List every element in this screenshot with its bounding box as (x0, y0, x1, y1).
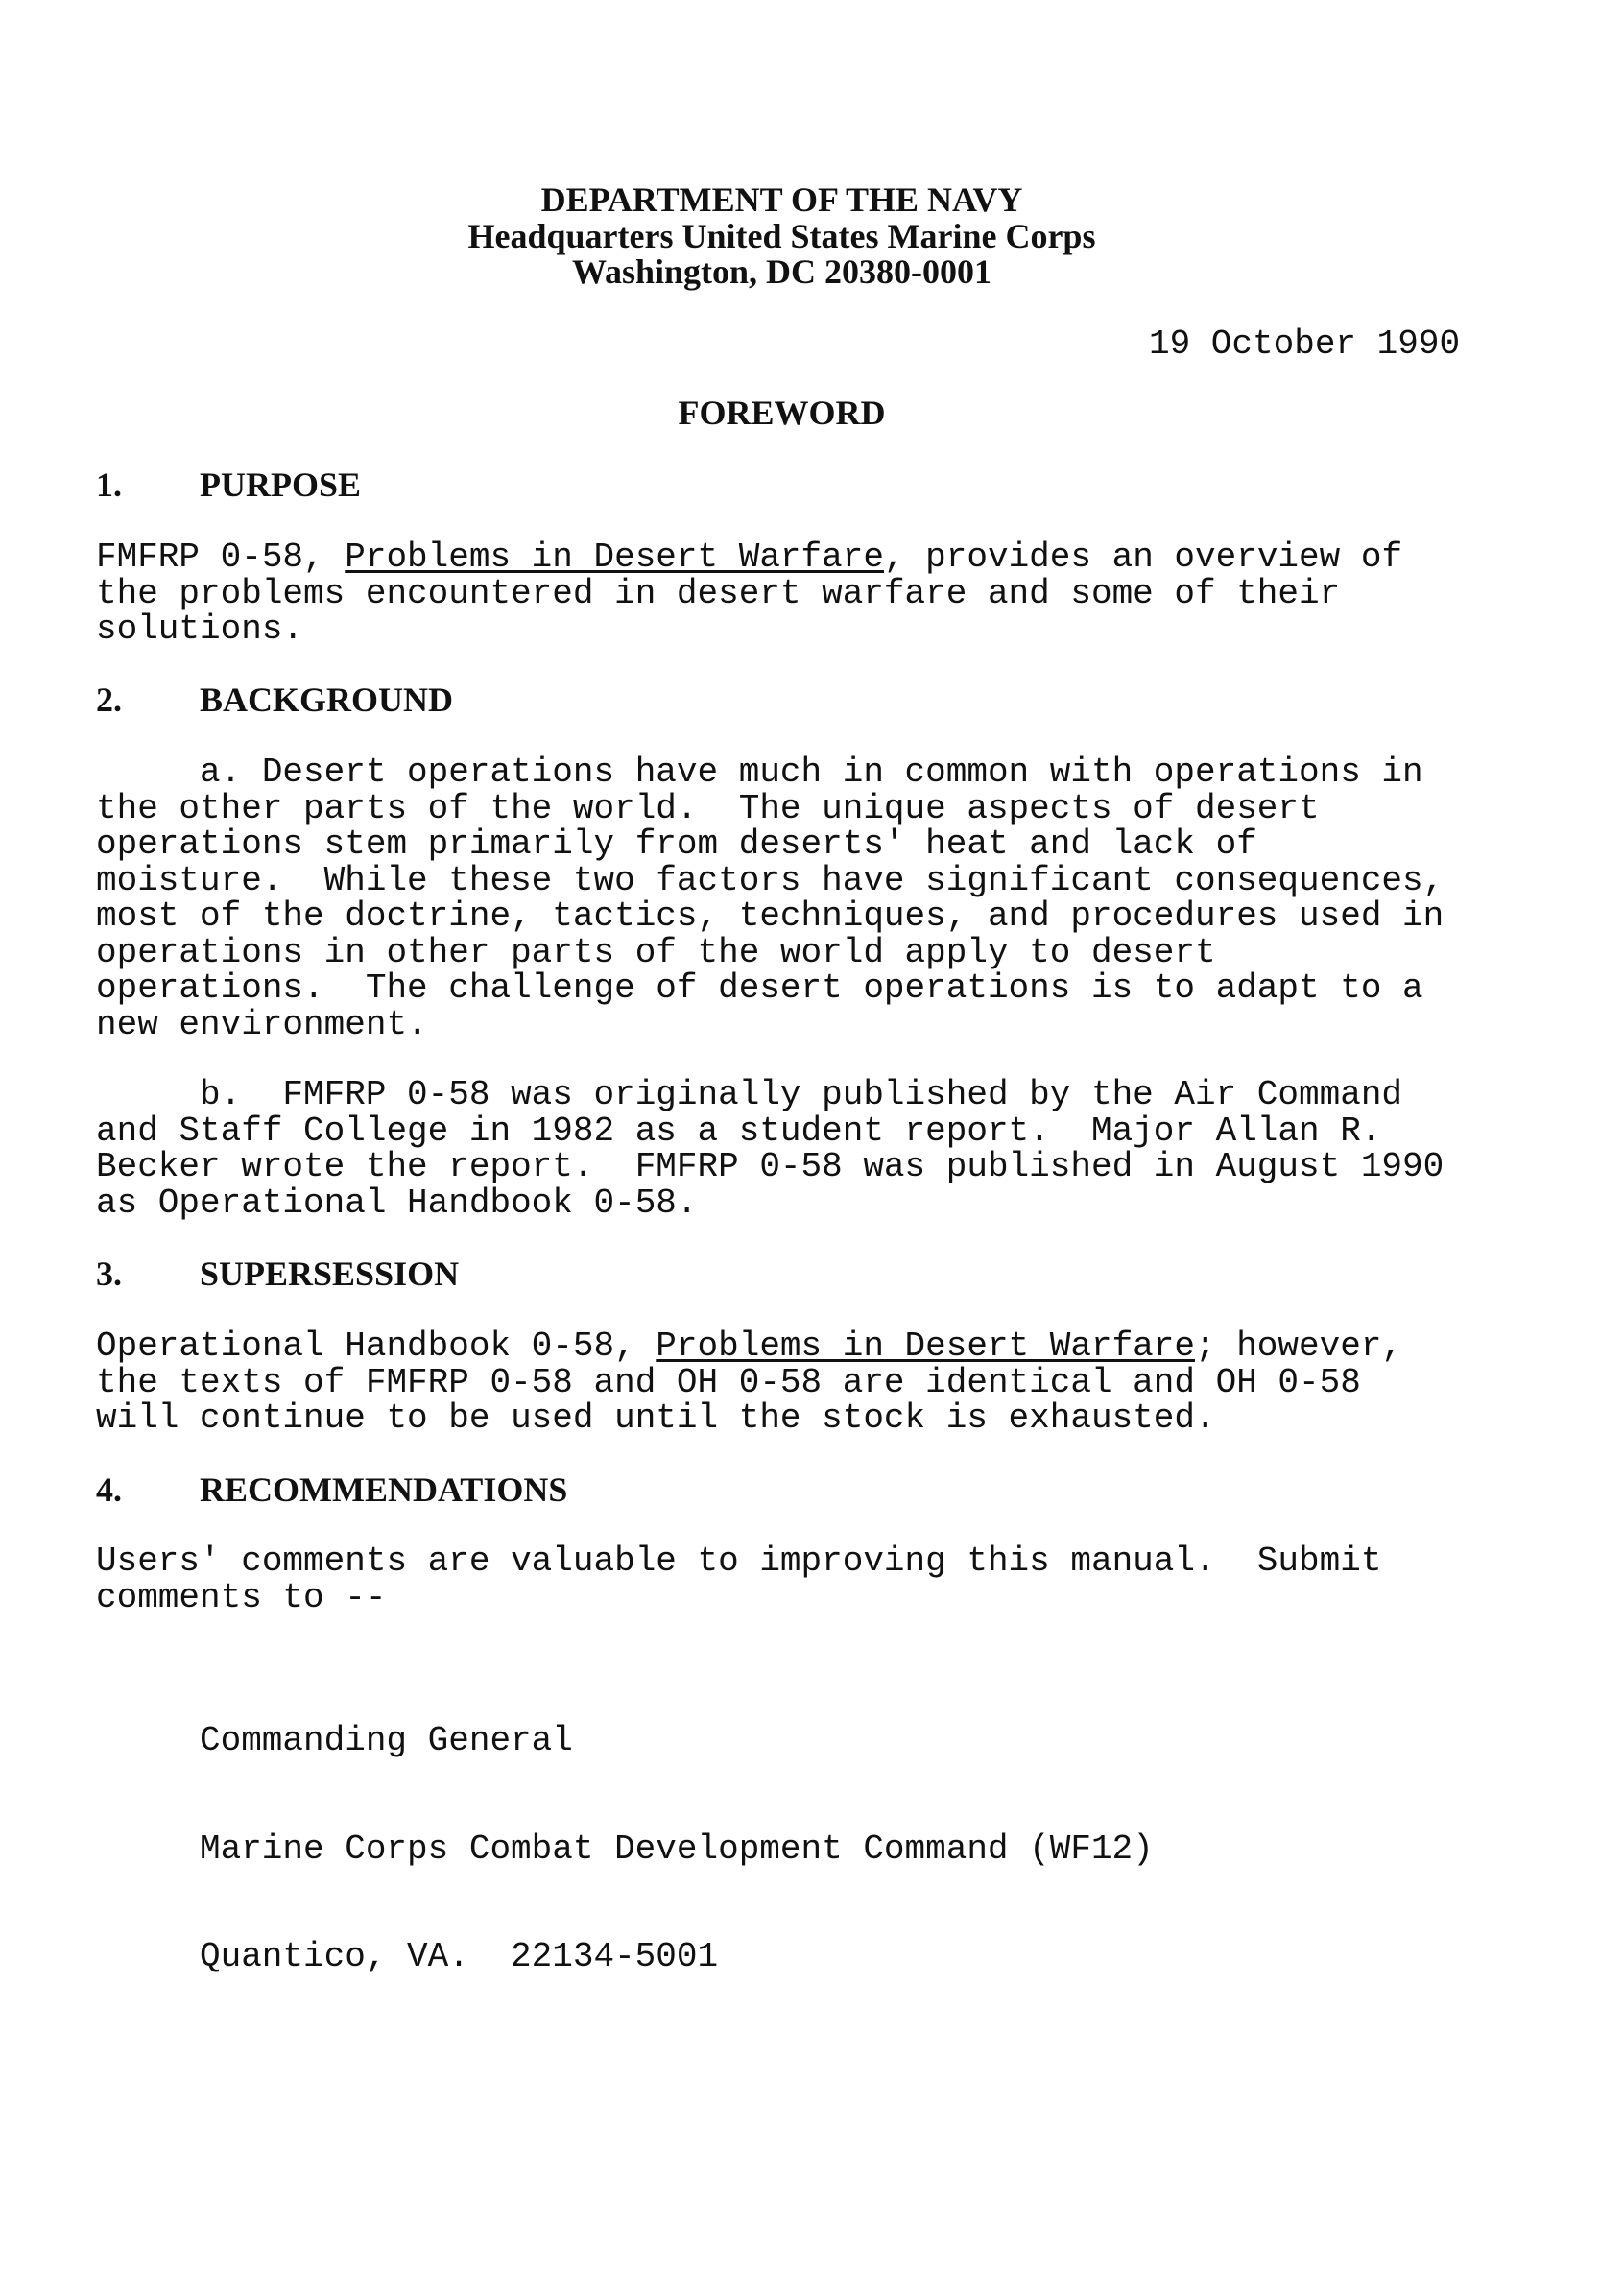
document-date: 19 October 1990 (1149, 324, 1461, 364)
supersession-prefix: Operational Handbook 0-58, (96, 1326, 657, 1366)
purpose-paragraph (96, 539, 1478, 648)
section-heading-purpose: PURPOSE (200, 466, 362, 504)
page-title: FOREWORD (678, 394, 886, 432)
section-heading-supersession: SUPERSESSION (200, 1255, 460, 1293)
section-number-purpose: 1. (96, 466, 122, 504)
letterhead-address: Washington, DC 20380-0001 (571, 252, 992, 291)
address-recipient: Commanding General (200, 1721, 573, 1760)
supersession-paragraph (96, 1328, 1478, 1437)
supersession-suffix: ; however, the texts of FMFRP 0-58 and OH 0-58 are identical and OH 0-58 will continue to be used until the stock is exhausted. (96, 1326, 1403, 1438)
section-number-recommendations: 4. (96, 1470, 122, 1509)
background-paragraph-b: b. FMFRP 0-58 was originally published by the Air Command and Staff College in 1982 as a student report. Major Allan R. Becker wrote the report. FMFRP 0-58 was published in August 1990 as Operational Handbook 0-58. (96, 1075, 1445, 1223)
section-number-supersession: 3. (96, 1255, 122, 1293)
recommendations-paragraph: Users' comments are valuable to improving this manual. Submit comments to -- (96, 1541, 1382, 1617)
purpose-prefix: FMFRP 0-58, (96, 538, 346, 577)
section-heading-recommendations: RECOMMENDATIONS (200, 1470, 568, 1509)
supersession-publication-title: Problems in Desert Warfare (656, 1326, 1195, 1366)
mailing-address (200, 1651, 1447, 2047)
letterhead-headquarters: Headquarters United States Marine Corps (467, 217, 1096, 255)
purpose-suffix: , provides an overview of the problems encountered in desert warfare and some of their solutions. (96, 538, 1403, 649)
address-city-zip: Quantico, VA. 22134-5001 (200, 1937, 719, 1976)
letterhead-department: DEPARTMENT OF THE NAVY (540, 180, 1023, 219)
section-heading-background: BACKGROUND (200, 681, 454, 719)
background-paragraph-a: a. Desert operations have much in common with operations in the other parts of the world. The unique aspects of desert operations stem primarily from deserts' heat and lack of moisture. While these two factors have significant consequences, most of the doctrine, tactics, techniques, and procedures used in operations in other parts of the world apply to desert operations. The challenge of desert operations is to adapt to a new environment. (96, 753, 1445, 1044)
address-command: Marine Corps Combat Development Command (WF12) (200, 1828, 1154, 1869)
section-number-background: 2. (96, 681, 122, 719)
purpose-publication-title: Problems in Desert Warfare (345, 538, 884, 577)
